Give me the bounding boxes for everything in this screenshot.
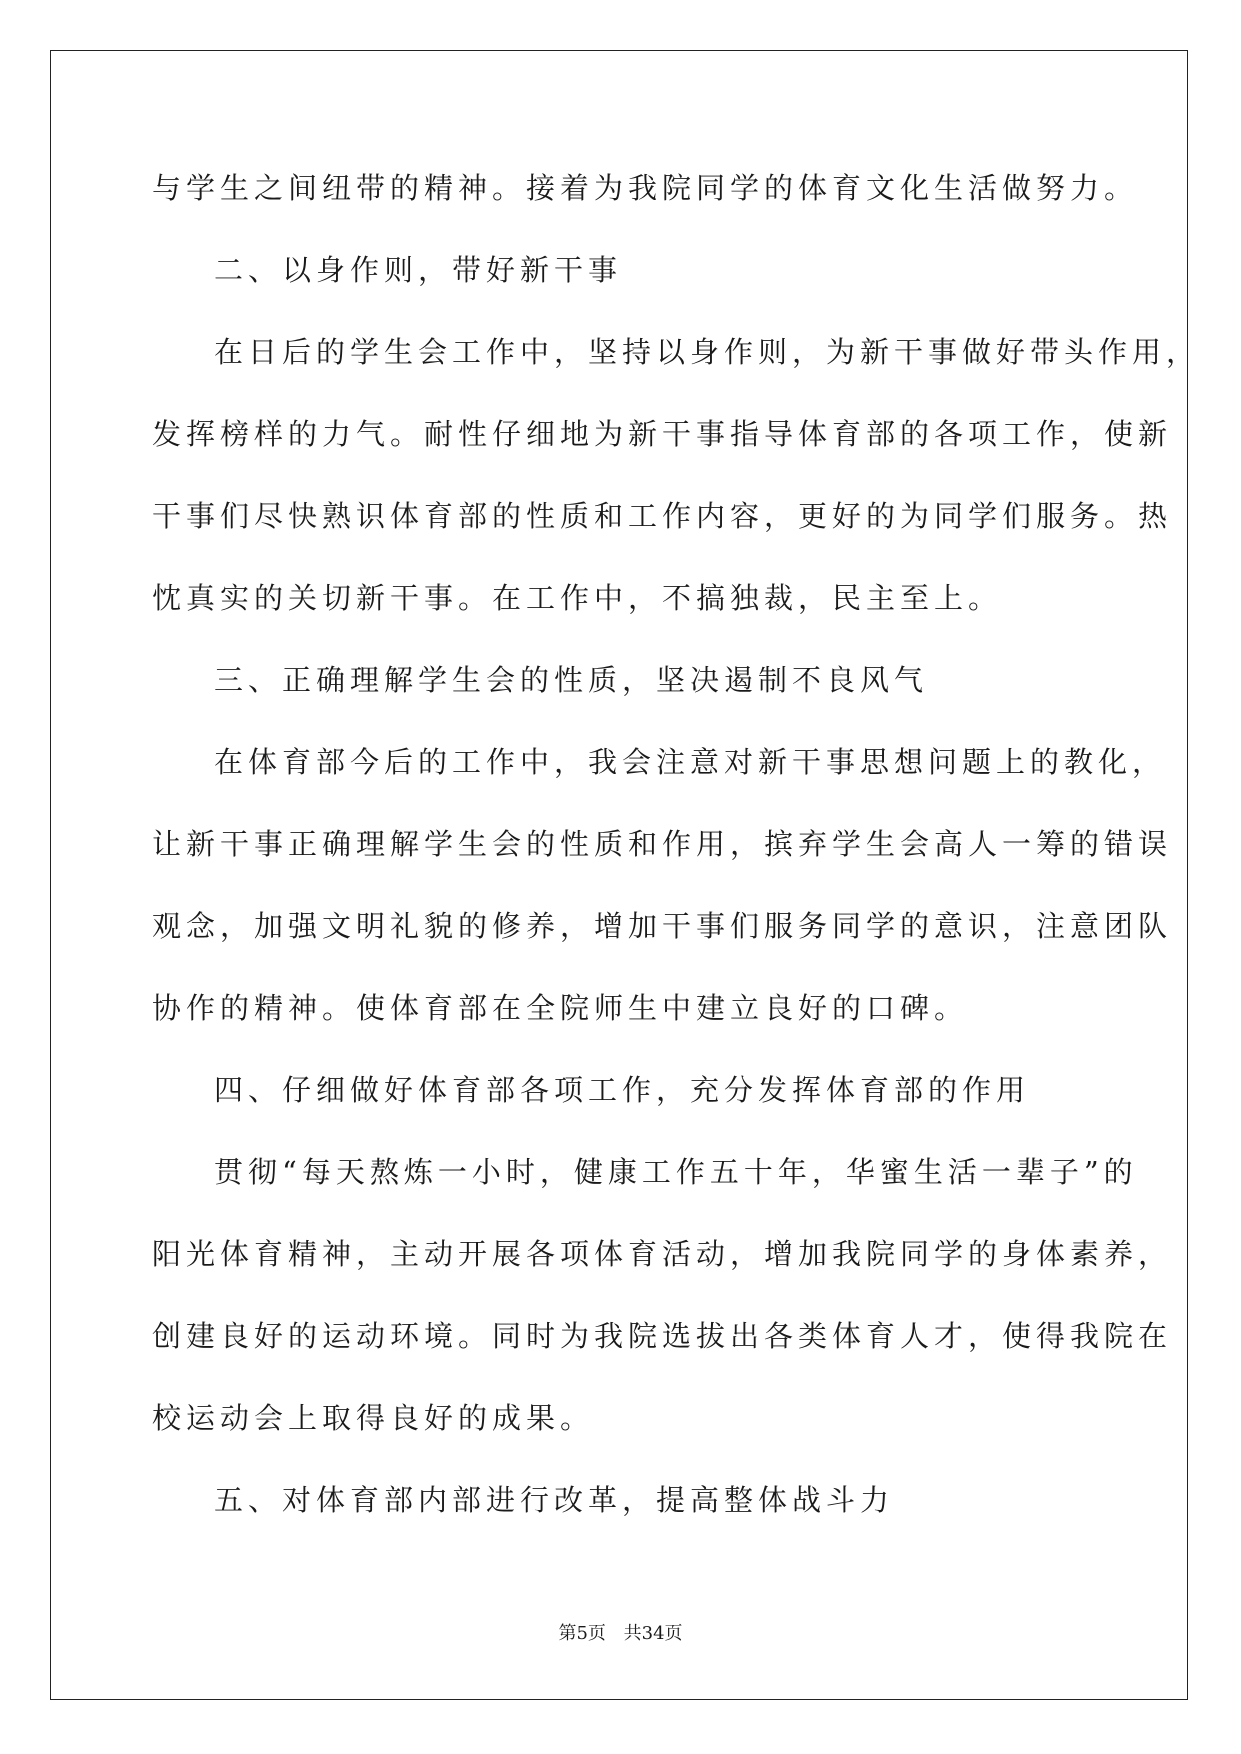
text-line-15: 创建良好的运动环境。同时为我院选拔出各类体育人才，使得我院在 xyxy=(152,1319,1173,1353)
text-line-3: 在日后的学生会工作中，坚持以身作则，为新干事做好带头作用， xyxy=(214,335,1201,369)
section-heading-2: 二、以身作则，带好新干事 xyxy=(214,253,623,287)
text-line-8: 在体育部今后的工作中，我会注意对新干事思想问题上的教化， xyxy=(214,745,1167,779)
section-heading-4: 四、仔细做好体育部各项工作，充分发挥体育部的作用 xyxy=(214,1073,1031,1107)
total-pages: 共34页 xyxy=(623,1623,683,1644)
text-line-4: 发挥榜样的力气。耐性仔细地为新干事指导体育部的各项工作，使新 xyxy=(152,417,1173,451)
text-line-13: 贯彻“每天熬炼一小时，健康工作五十年，华蜜生活一辈子”的 xyxy=(214,1155,1138,1189)
page-number: 第5页 xyxy=(558,1623,606,1644)
page-footer xyxy=(0,1619,1241,1645)
section-heading-5: 五、对体育部内部进行改革，提高整体战斗力 xyxy=(214,1483,895,1517)
text-line-10: 观念，加强文明礼貌的修养，增加干事们服务同学的意识，注意团队 xyxy=(152,909,1173,943)
section-heading-3: 三、正确理解学生会的性质，坚决遏制不良风气 xyxy=(214,663,929,697)
text-line-14: 阳光体育精神，主动开展各项体育活动，增加我院同学的身体素养， xyxy=(152,1237,1173,1271)
text-line-9: 让新干事正确理解学生会的性质和作用，摈弃学生会高人一筹的错误 xyxy=(152,827,1173,861)
text-line-1: 与学生之间纽带的精神。接着为我院同学的体育文化生活做努力。 xyxy=(152,171,1139,205)
text-line-5: 干事们尽快熟识体育部的性质和工作内容，更好的为同学们服务。热 xyxy=(152,499,1173,533)
document-body xyxy=(152,168,1201,1562)
text-line-6: 忱真实的关切新干事。在工作中，不搞独裁，民主至上。 xyxy=(152,581,1003,615)
text-line-11: 协作的精神。使体育部在全院师生中建立良好的口碑。 xyxy=(152,991,969,1025)
text-line-16: 校运动会上取得良好的成果。 xyxy=(152,1401,595,1435)
